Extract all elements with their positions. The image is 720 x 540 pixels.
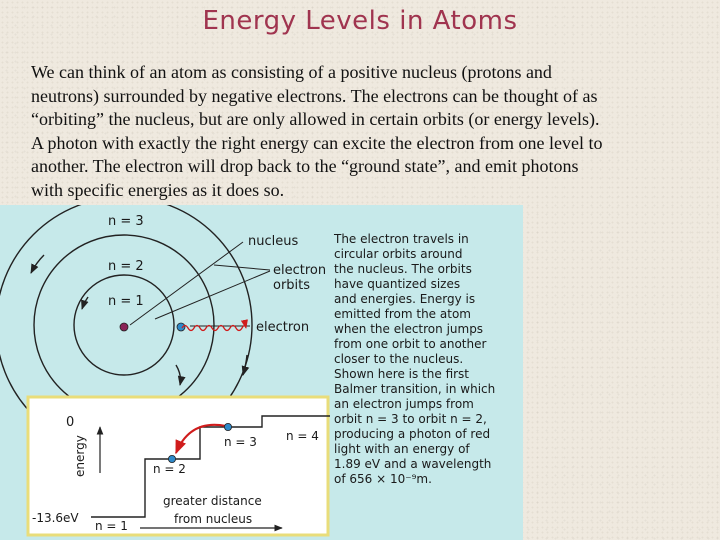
orbit-arrow: [82, 297, 88, 309]
label-nucleus: nucleus: [248, 234, 299, 249]
label-electron: electron: [256, 320, 310, 335]
level-label-n4: n = 4: [286, 429, 319, 443]
energy-axis-label: energy: [73, 435, 87, 477]
orbit-arrow: [176, 365, 181, 385]
energy-zero-label: 0: [66, 415, 75, 430]
caption-line: from one orbit to another: [334, 337, 487, 351]
level-label-n1: n = 1: [95, 519, 128, 533]
orbits-pointer: [214, 265, 270, 270]
orbit-label-n2: n = 2: [108, 259, 144, 274]
label-electron-orbits: electron: [273, 263, 327, 278]
caption-line: emitted from the atom: [334, 307, 471, 321]
caption-line: producing a photon of red: [334, 427, 491, 441]
caption-line: when the electron jumps: [334, 322, 484, 336]
caption-line: of 656 × 10⁻⁹m.: [334, 472, 432, 486]
distance-label: greater distance: [163, 494, 262, 508]
nucleus-pointer: [130, 242, 243, 325]
slide-title: Energy Levels in Atoms: [202, 6, 518, 36]
paragraph-line: neutrons) surrounded by negative electrons. The electrons can be thought of as: [31, 85, 598, 106]
caption-line: an electron jumps from: [334, 397, 474, 411]
caption-line: light with an energy of: [334, 442, 470, 456]
paragraph-line: A photon with exactly the right energy can excite the electron from one level to: [31, 132, 603, 153]
paragraph-line: another. The electron will drop back to the “ground state”, and emit photons: [31, 156, 579, 176]
electron-n3-dot: [224, 423, 231, 430]
bohr-model-diagram: [0, 205, 523, 540]
caption-line: the nucleus. The orbits: [334, 262, 472, 276]
caption-line: have quantized sizes: [334, 277, 461, 291]
electron-dot: [177, 323, 185, 331]
caption-line: The electron travels in: [334, 232, 469, 246]
orbit-label-n3: n = 3: [108, 214, 144, 229]
caption-line: orbit n = 3 to orbit n = 2,: [334, 412, 487, 426]
caption-line: circular orbits around: [334, 247, 463, 261]
paragraph-line: “orbiting” the nucleus, but are only allowed in certain orbits (or energy levels).: [31, 109, 600, 129]
level-label-n3: n = 3: [224, 435, 257, 449]
orbit-label-n1: n = 1: [108, 294, 144, 309]
nucleus-dot: [120, 323, 128, 331]
caption-line: 1.89 eV and a wavelength: [334, 457, 492, 471]
intro-paragraph: [31, 61, 703, 202]
paragraph-line: with specific energies as it does so.: [31, 179, 285, 200]
figure-caption: [333, 232, 495, 486]
label-electron-orbits: orbits: [273, 278, 311, 293]
bohr-model-figure: [0, 205, 523, 540]
caption-line: closer to the nucleus.: [334, 352, 464, 366]
distance-label: from nucleus: [174, 512, 253, 526]
orbit-arrow: [31, 255, 44, 273]
paragraph-line: We can think of an atom as consisting of a positive nucleus (protons and: [31, 62, 552, 82]
orbit-arrow: [243, 355, 247, 375]
ground-energy-label: -13.6eV: [32, 511, 79, 525]
caption-line: and energies. Energy is: [334, 292, 476, 306]
level-label-n2: n = 2: [153, 462, 186, 476]
caption-line: Balmer transition, in which: [334, 382, 496, 396]
energy-level-inset: [28, 397, 330, 535]
caption-line: Shown here is the first: [334, 367, 470, 381]
